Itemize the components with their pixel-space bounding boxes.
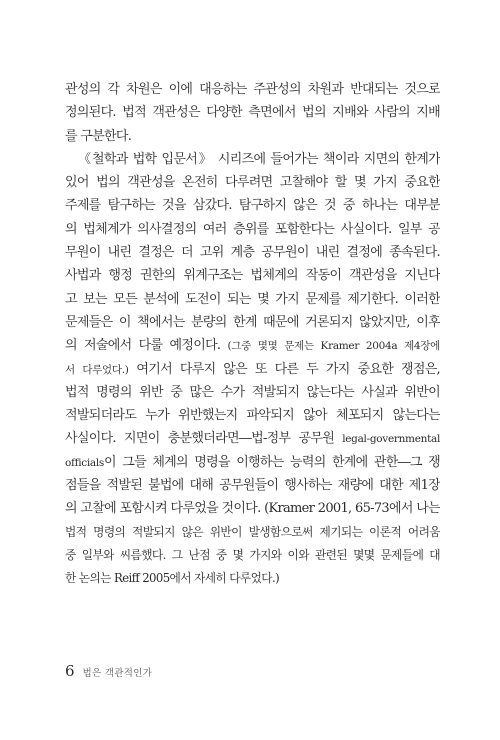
text-segment: 의 저술에서 다룰 예정이다. (65, 338, 221, 354)
text-line (65, 497, 440, 520)
text-line (65, 334, 440, 357)
text-line: 주제를 탐구하는 것을 삼갔다. 탐구하지 않은 것 중 하나는 대부분 (65, 198, 440, 214)
text-line: 고 보는 모든 분석에 도전이 되는 몇 가지 문제를 제기한다. 이러한 (65, 291, 440, 307)
note-line: 법적 명령의 적발되지 않은 위반이 발생함으로써 제기되는 이론적 어려움 (65, 524, 440, 539)
text-line (65, 427, 440, 450)
text-line: 를 구분한다. (65, 128, 132, 144)
text-line (65, 451, 440, 474)
page-footer (65, 662, 152, 682)
text-segment: 의 고찰에 포함시켜 다루었을 것이다. (65, 501, 261, 517)
text-line: 관성의 각 차원은 이에 대응하는 주관성의 차원과 반대되는 것으로 (65, 82, 440, 97)
text-line: 무원이 내린 결정은 더 고위 계층 공무원이 내린 결정에 종속된다. (65, 245, 440, 261)
inline-note: 서 다루었다.) (65, 363, 129, 376)
text-line: 정의된다. 법적 객관성은 다양한 측면에서 법의 지배와 사람의 지배 (65, 105, 440, 121)
body-text (65, 78, 440, 591)
text-line: 문제들은 이 책에서는 분량의 한계 때문에 거론되지 않았지만, 이후 (65, 314, 440, 330)
text-line: 의 법체계가 의사결정의 여러 층위를 포함한다는 사실이다. 일부 공 (65, 221, 440, 237)
text-line: 적발되더라도 누가 위반했는지 파악되지 않아 체포되지 않는다는 (65, 408, 440, 424)
text-line: 있어 법의 객관성을 온전히 다루려면 고찰해야 할 몇 가지 중요한 (65, 175, 440, 191)
text-segment: 이 그들 체계의 명령을 이행하는 능력의 한계에 관한―그 쟁 (104, 454, 440, 470)
text-segment: 사실이다. 지면이 충분했더라면―법-정부 공무원 (65, 431, 335, 447)
gloss-term: officials (65, 456, 104, 469)
note-line: 중 일부와 씨름했다. 그 난점 중 몇 가지와 이와 관련된 몇몇 문제들에 대 (65, 547, 440, 562)
note-line: 한 논의는 Reiff 2005에서 자세히 다루었다.) (65, 571, 280, 586)
paragraph-start-line: 《철학과 법학 입문서》 시리즈에 들어가는 책이라 지면의 한계가 (78, 151, 440, 167)
text-line: 사법과 행정 권한의 위계구조는 법체계의 작동이 객관성을 지닌다 (65, 268, 440, 284)
page-number: 6 (65, 662, 75, 680)
gloss-term: legal-governmental (342, 433, 440, 446)
text-line: 점들을 적발된 불법에 대해 공무원들이 행사하는 재량에 대한 제1장 (65, 478, 440, 494)
inline-note: (Kramer 2001, 65-73에서 나는 (264, 501, 440, 517)
text-line: 법적 명령의 위반 중 많은 수가 적발되지 않는다는 사실과 위반이 (65, 384, 440, 400)
text-line (65, 358, 440, 381)
running-head: 법은 객관적인가 (82, 668, 153, 679)
text-segment: 여기서 다루지 않은 또 다른 두 가지 중요한 쟁점은, (136, 361, 440, 377)
inline-note: (그중 몇몇 문제는 Kramer 2004a 제4장에 (227, 340, 440, 353)
